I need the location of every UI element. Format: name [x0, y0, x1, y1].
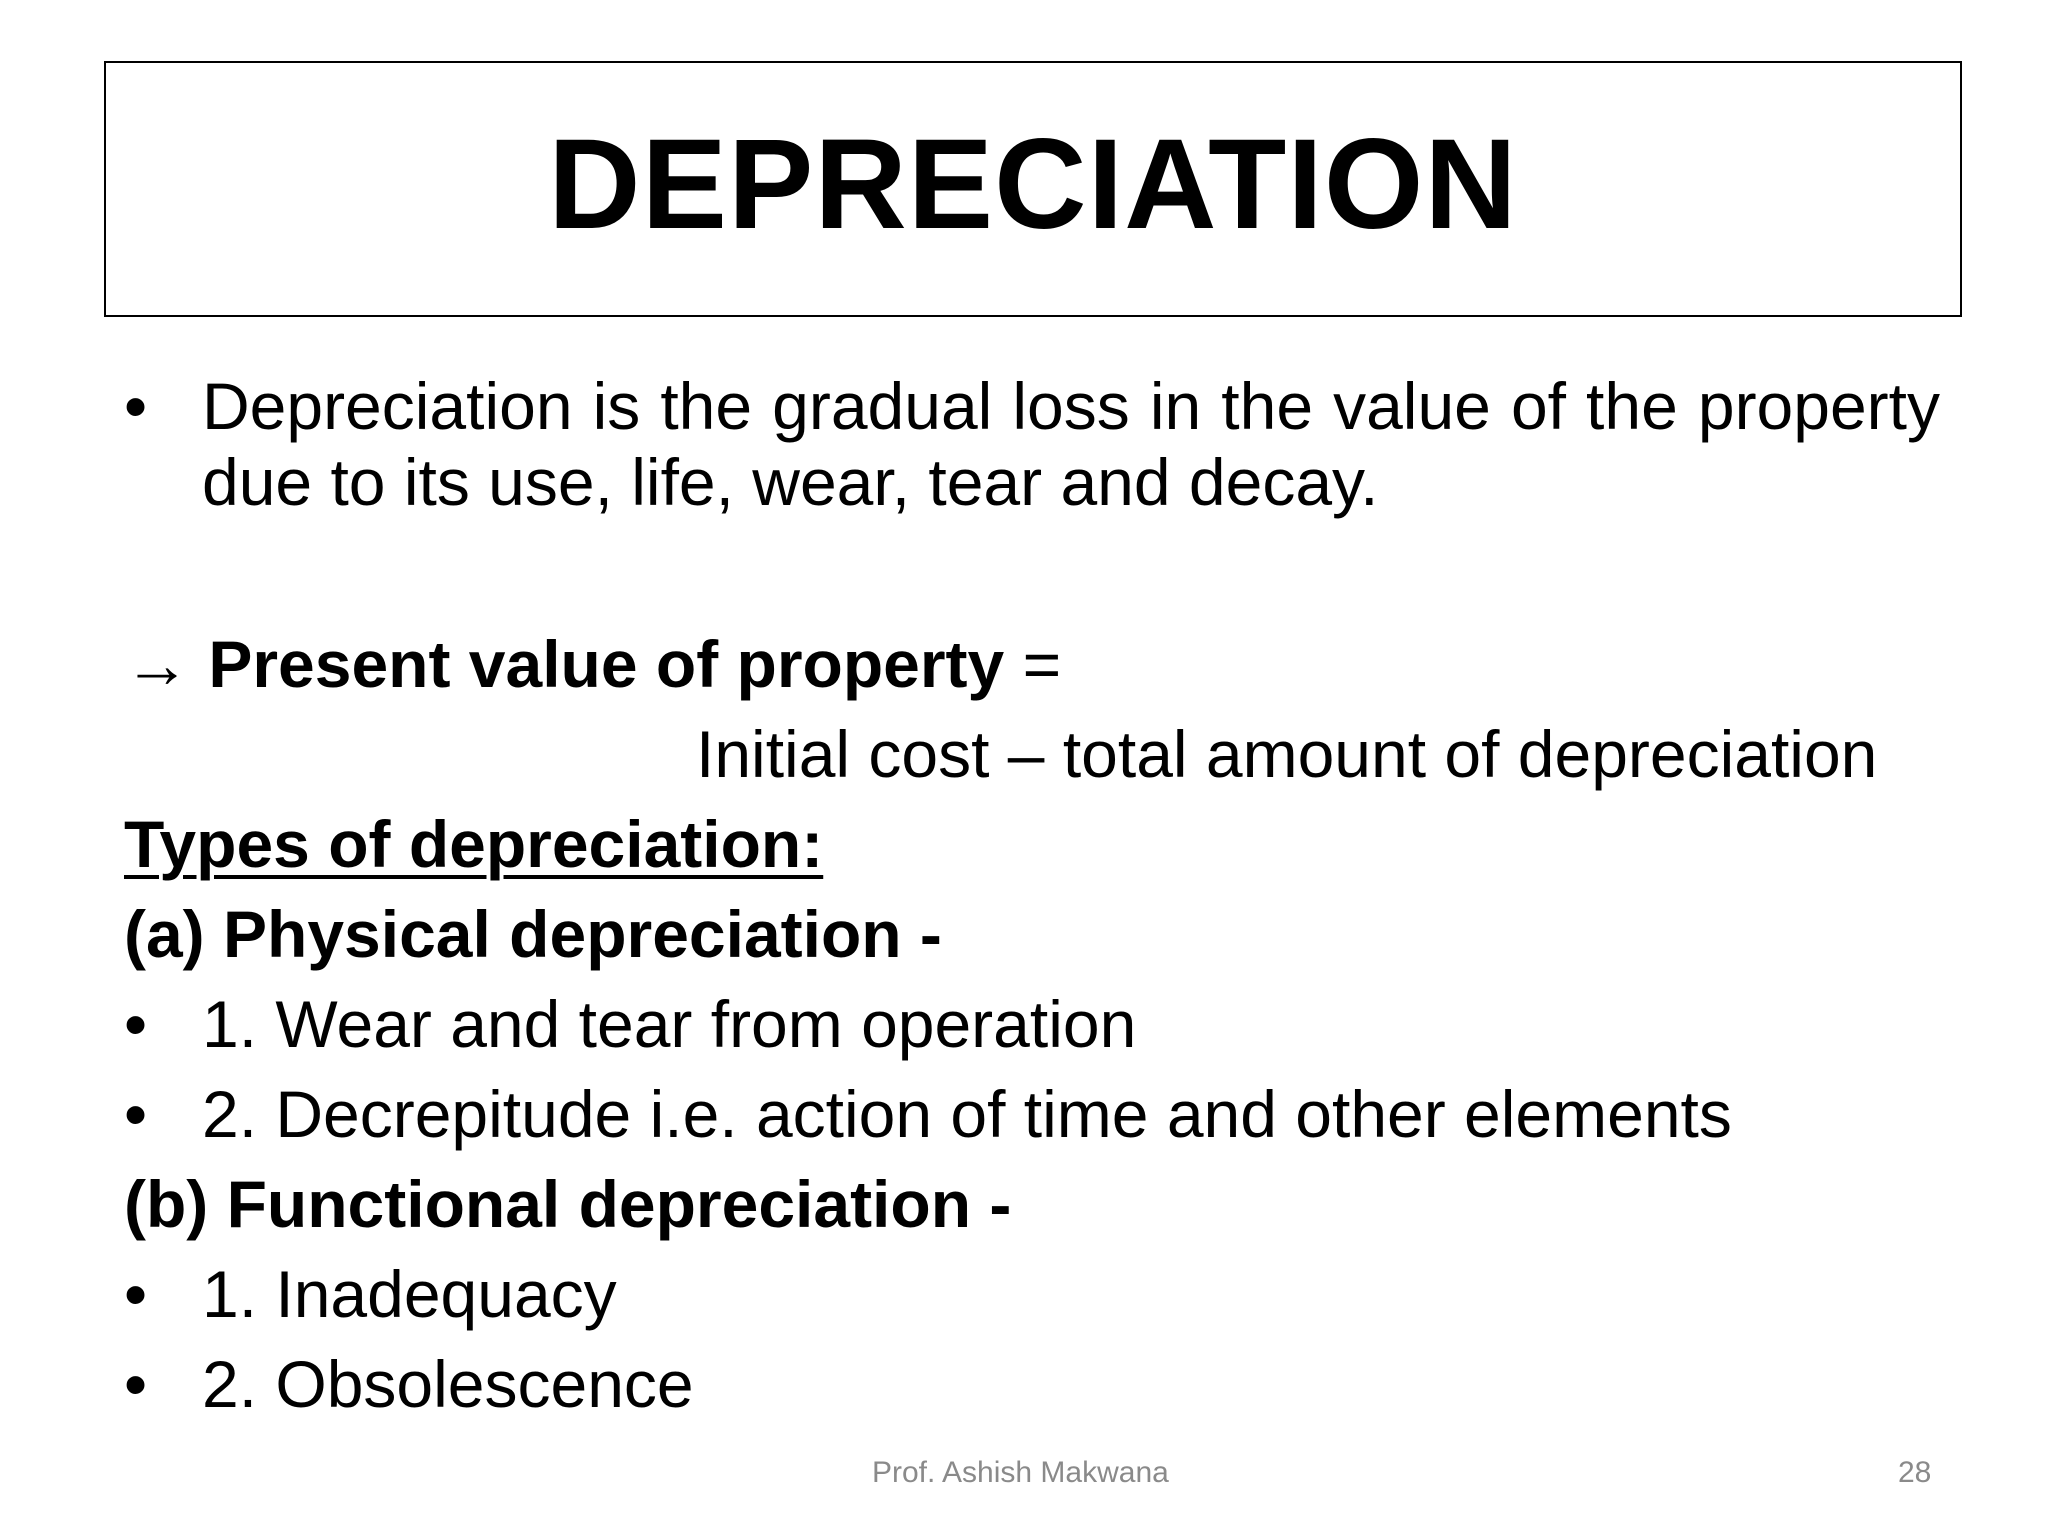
physical-item-2: 2. Decrepitude i.e. action of time and other elements — [202, 1077, 1732, 1151]
physical-item-1: 1. Wear and tear from operation — [202, 987, 1137, 1061]
functional-item-2: 2. Obsolescence — [202, 1347, 694, 1421]
arrow-icon: → — [124, 627, 190, 701]
definition-text: Depreciation is the gradual loss in the value of the property due to its use, life, wear, tear and decay. — [202, 369, 1940, 519]
list-bullet: • — [124, 1077, 148, 1151]
physical-depreciation-heading: (a) Physical depreciation - — [124, 897, 942, 971]
functional-item-1: 1. Inadequacy — [202, 1257, 617, 1331]
present-value-line — [124, 626, 1061, 702]
slide-title: DEPRECIATION — [548, 113, 1518, 256]
page-number: 28 — [1898, 1456, 1932, 1489]
equals-sign: = — [1022, 627, 1062, 701]
title-box — [104, 61, 1962, 317]
present-value-label: Present value of property — [208, 627, 1005, 701]
list-bullet: • — [124, 1257, 148, 1331]
formula-text: Initial cost – total amount of depreciation — [696, 717, 1878, 791]
footer-author: Prof. Ashish Makwana — [872, 1456, 1169, 1489]
list-bullet: • — [124, 987, 148, 1061]
functional-depreciation-heading: (b) Functional depreciation - — [124, 1167, 1012, 1241]
types-heading: Types of depreciation: — [124, 807, 824, 881]
definition-bullet: • — [124, 369, 148, 443]
list-bullet: • — [124, 1347, 148, 1421]
